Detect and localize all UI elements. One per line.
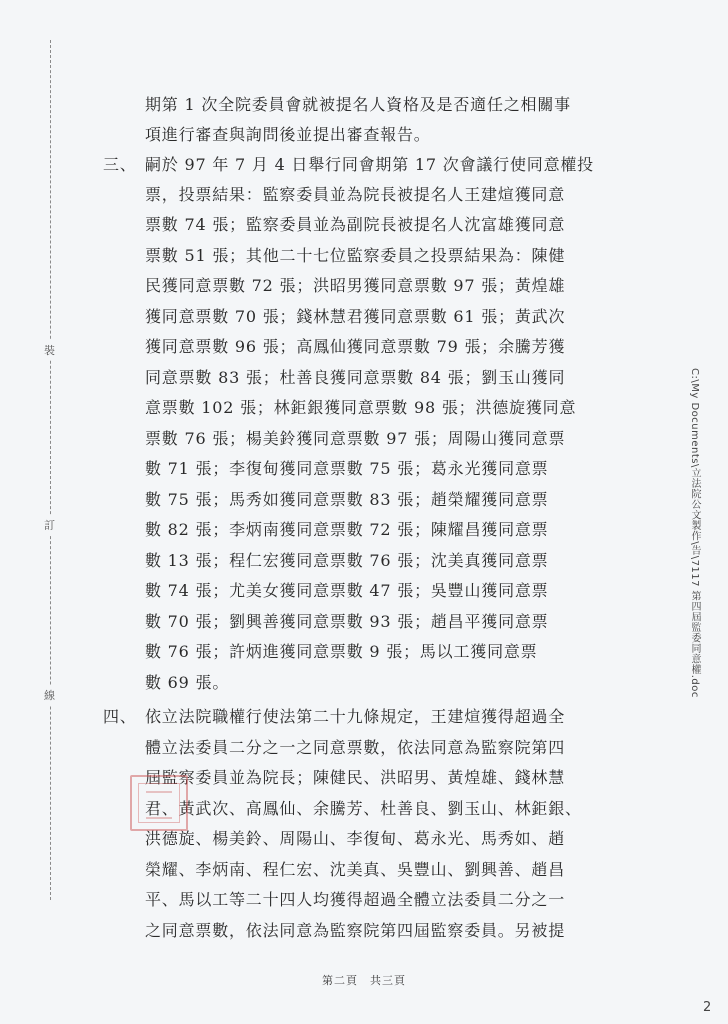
text-line: 依立法院職權行使法第二十九條規定，王建煊獲得超過全: [145, 707, 566, 726]
text-line: 獲同意票數 96 張；高鳳仙獲同意票數 79 張；余騰芳獲: [145, 337, 566, 356]
handwritten-page-number: 2: [703, 1000, 712, 1015]
text-line: 票數 74 張；監察委員並為副院長被提名人沈富雄獲同意: [145, 215, 566, 234]
red-seal-stamp: [130, 775, 188, 831]
text-line: 數 69 張。: [145, 673, 230, 692]
text-line: 意票數 102 張；林鉅銀獲同意票數 98 張；洪德旋獲同意: [145, 398, 577, 417]
text-line: 數 76 張；許炳進獲同意票數 9 張；馬以工獲同意票: [145, 642, 538, 661]
text-line: 數 13 張；程仁宏獲同意票數 76 張；沈美真獲同意票: [145, 551, 549, 570]
text-line: 數 75 張；馬秀如獲同意票數 83 張；趙榮耀獲同意票: [145, 490, 549, 509]
text-line: 之同意票數，依法同意為監察院第四屆監察委員。另被提: [145, 921, 566, 940]
text-line: 數 82 張；李炳南獲同意票數 72 張；陳耀昌獲同意票: [145, 520, 549, 539]
text-line: 君、黃武次、高鳳仙、余騰芳、杜善良、劉玉山、林鉅銀、: [145, 799, 582, 818]
text-line: 屆監察委員並為院長；陳健民、洪昭男、黃煌雄、錢林慧: [145, 768, 566, 787]
text-line: 同意票數 83 張；杜善良獲同意票數 84 張；劉玉山獲同: [145, 368, 566, 387]
text-line: 體立法委員二分之一之同意票數，依法同意為監察院第四: [145, 738, 566, 757]
text-line: 票數 51 張；其他二十七位監察委員之投票結果為：陳健: [145, 246, 566, 265]
text-line: 數 71 張；李復甸獲同意票數 75 張；葛永光獲同意票: [145, 459, 549, 478]
text-line: 獲同意票數 70 張；錢林慧君獲同意票數 61 張；黃武次: [145, 307, 566, 326]
binding-line: [50, 40, 51, 900]
text-line: 民獲同意票數 72 張；洪昭男獲同意票數 97 張；黃煌雄: [145, 276, 566, 295]
file-path-label: C:\My Documents\立法院公文製作\告\7117 第四屆監委同意權.doc: [689, 368, 700, 698]
text-line: 數 74 張；尤美女獲同意票數 47 張；吳豐山獲同意票: [145, 581, 549, 600]
text-line: 洪德旋、楊美鈴、周陽山、李復甸、葛永光、馬秀如、趙: [145, 829, 566, 848]
text-line: 數 70 張；劉興善獲同意票數 93 張；趙昌平獲同意票: [145, 612, 549, 631]
text-line: 項進行審查與詢問後並提出審查報告。: [145, 125, 431, 144]
text-line: 票，投票結果：監察委員並為院長被提名人王建煊獲同意: [145, 185, 566, 204]
text-line: 票數 76 張；楊美鈴獲同意票數 97 張；周陽山獲同意票: [145, 429, 566, 448]
page-footer: 第二頁 共三頁: [322, 974, 406, 987]
text-line: 期第 1 次全院委員會就被提名人資格及是否適任之相關事: [145, 95, 571, 114]
section-marker-three: 三、: [103, 155, 137, 174]
text-line: 平、馬以工等二十四人均獲得超過全體立法委員二分之一: [145, 890, 566, 909]
text-line: 嗣於 97 年 7 月 4 日舉行同會期第 17 次會議行使同意權投: [145, 155, 594, 174]
binding-mark-xian: 線: [44, 685, 55, 705]
section-marker-four: 四、: [103, 707, 137, 726]
binding-mark-ding: 訂: [44, 515, 55, 535]
binding-mark-zhuang: 裝: [44, 340, 55, 360]
text-line: 榮耀、李炳南、程仁宏、沈美真、吳豐山、劉興善、趙昌: [145, 860, 566, 879]
